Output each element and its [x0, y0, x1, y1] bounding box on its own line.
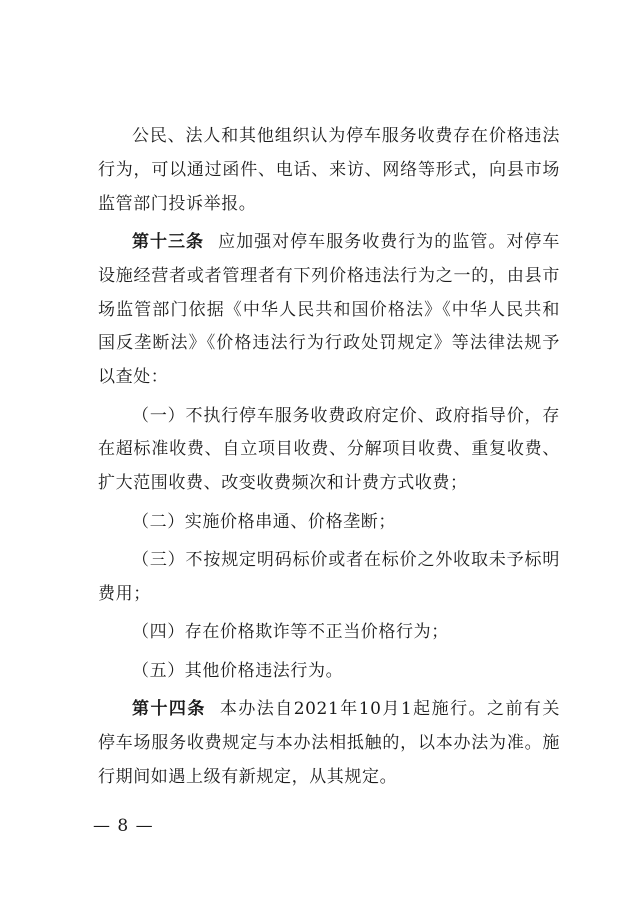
article-14: [98, 693, 560, 794]
paragraph-text: （三）不按规定明码标价或者在标价之外收取未予标明费用；: [98, 549, 560, 604]
page-number: — 8 —: [93, 816, 154, 836]
paragraph-complaint: [98, 120, 560, 221]
list-item-2: [98, 506, 560, 540]
list-item-1: [98, 400, 560, 501]
list-item-4: [98, 616, 560, 650]
paragraph-text: （一）不执行停车服务收费政府定价、政府指导价，存在超标准收费、自立项目收费、分解项目收费、重复收费、扩大范围收费、改变收费频次和计费方式收费；: [98, 405, 560, 494]
paragraph-text: （二）实施价格串通、价格垄断；: [132, 511, 396, 532]
paragraph-text: 本办法自2021年10月1起施行。之前有关停车场服务收费规定与本办法相抵触的，以本办法为准。施行期间如遇上级有新规定，从其规定。: [98, 698, 560, 787]
list-item-5: [98, 655, 560, 689]
article-heading: 第十三条: [132, 231, 205, 252]
paragraph-text: 应加强对停车服务收费行为的监管。对停车设施经营者或者管理者有下列价格违法行为之一的，由县市场监管部门依据《中华人民共和国价格法》《中华人民共和国反垄断法》《价格违法行为行政处罚规定》等法律法规予以查处：: [98, 231, 560, 388]
paragraph-text: 公民、法人和其他组织认为停车服务收费存在价格违法行为，可以通过函件、电话、来访、网络等形式，向县市场监管部门投诉举报。: [98, 126, 560, 214]
article-13: [98, 226, 560, 395]
list-item-3: [98, 544, 560, 612]
body-text: [98, 120, 560, 794]
paragraph-text: （五）其他价格违法行为。: [132, 660, 344, 681]
article-heading: 第十四条: [132, 698, 206, 719]
paragraph-text: （四）存在价格欺诈等不正当价格行为；: [132, 622, 449, 643]
